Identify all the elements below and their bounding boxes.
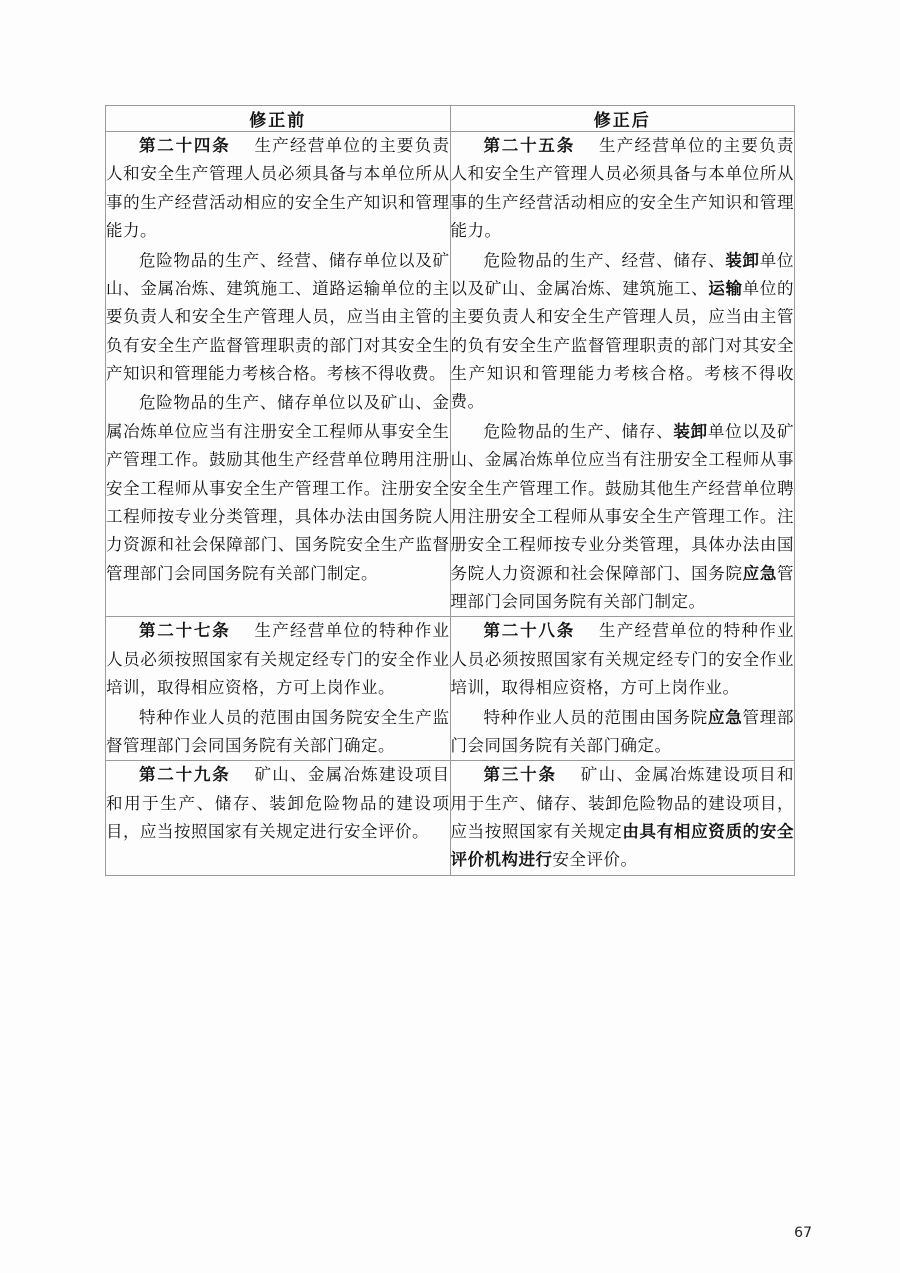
- inserted-text: 应急: [742, 563, 778, 583]
- article-number: 第二十九条: [139, 765, 231, 785]
- inserted-text: 装卸: [673, 421, 708, 441]
- paragraph: [106, 704, 450, 761]
- inserted-text: 装卸: [725, 250, 760, 270]
- body-text: 矿山、金属冶炼建设项目和用于生产、储存、装卸危险物品的建设项目，应当按照国家有关规定进行安全评价。: [106, 765, 450, 841]
- paragraph: [451, 247, 795, 417]
- paragraph: [106, 389, 450, 588]
- article-number: 第二十七条: [139, 621, 231, 641]
- article-cell-after: [450, 132, 795, 617]
- paragraph: [451, 132, 795, 246]
- article-number: 第三十条: [483, 765, 557, 785]
- table-row: [106, 761, 795, 876]
- page-number: 67: [794, 1225, 812, 1241]
- body-text: 危险物品的生产、经营、储存、: [483, 250, 726, 270]
- article-number: 第二十八条: [483, 621, 576, 641]
- body-text: 生产经营单位的特种作业人员必须按照国家有关规定经专门的安全作业培训，取得相应资格，方可上岗作业。: [450, 621, 795, 698]
- column-header-after: 修正后: [450, 106, 795, 132]
- table-row: [106, 617, 795, 761]
- table-header: [106, 106, 795, 132]
- paragraph: [451, 418, 795, 617]
- body-text: 单位以及矿山、金属冶炼单位应当有注册安全工程师从事安全生产管理工作。鼓励其他生产经营单位聘用注册安全工程师从事安全生产管理工作。注册安全工程师按专业分类管理，具体办法由国务院人力资源和社会保障部门、国务院: [450, 421, 795, 583]
- body-text: 生产经营单位的特种作业人员必须按照国家有关规定经专门的安全作业培训，取得相应资格，方可上岗作业。: [106, 621, 450, 698]
- table-row: [106, 132, 795, 617]
- inserted-text: 由具有相应资质的安全评价机构进行: [450, 822, 795, 870]
- body-text: 危险物品的生产、储存、: [483, 421, 674, 441]
- body-text: 危险物品的生产、储存单位以及矿山、金属冶炼单位应当有注册安全工程师从事安全生产管理工作。鼓励其他生产经营单位聘用注册安全工程师从事安全生产管理工作。注册安全工程师按专业分类管理，具体办法由国务院人力资源和社会保障部门、国务院安全生产监督管理部门会同国务院有关部门制定。: [106, 393, 450, 583]
- body-text: 单位的主要负责人和安全生产管理人员，应当由主管的负有安全生产监督管理职责的部门对其安全生产知识和管理能力考核合格。考核不得收费。: [450, 278, 795, 412]
- article-number: 第二十四条: [139, 136, 231, 155]
- paragraph: [106, 617, 450, 702]
- body-text: 单位以及矿山、金属冶炼、建筑施工、: [450, 250, 795, 298]
- article-cell-after: [450, 761, 795, 876]
- paragraph: [451, 617, 795, 702]
- comparison-table: [105, 105, 795, 876]
- table-header-row: [106, 106, 795, 132]
- paragraph: [451, 704, 795, 761]
- body-text: 生产经营单位的主要负责人和安全生产管理人员必须具备与本单位所从事的生产经营活动相应的安全生产知识和管理能力。: [106, 136, 450, 241]
- body-text: 矿山、金属冶炼建设项目和用于生产、储存、装卸危险物品的建设项目，应当按照国家有关规定: [450, 765, 795, 841]
- body-text: 特种作业人员的范围由国务院: [483, 707, 708, 727]
- paragraph: [106, 132, 450, 246]
- table-body: [106, 132, 795, 876]
- article-number: 第二十五条: [483, 136, 576, 155]
- article-cell-before: [106, 617, 451, 761]
- paragraph: [106, 761, 450, 846]
- paragraph: [451, 761, 795, 875]
- body-text: 安全评价。: [552, 850, 638, 870]
- column-header-before: 修正前: [106, 106, 451, 132]
- article-cell-after: [450, 617, 795, 761]
- paragraph: [106, 247, 450, 389]
- body-text: 危险物品的生产、经营、储存单位以及矿山、金属冶炼、建筑施工、道路运输单位的主要负责人和安全生产管理人员，应当由主管的负有安全生产监督管理职责的部门对其安全生产知识和管理能力考核合格。考核不得收费。: [106, 250, 450, 383]
- body-text: 特种作业人员的范围由国务院安全生产监督管理部门会同国务院有关部门确定。: [106, 707, 450, 755]
- body-text: 生产经营单位的主要负责人和安全生产管理人员必须具备与本单位所从事的生产经营活动相应的安全生产知识和管理能力。: [450, 136, 795, 241]
- article-cell-before: [106, 761, 451, 876]
- body-text: 管理部门会同国务院有关部门制定。: [450, 563, 795, 611]
- inserted-text: 运输: [708, 278, 743, 298]
- article-cell-before: [106, 132, 451, 617]
- body-text: 管理部门会同国务院有关部门确定。: [450, 707, 795, 755]
- inserted-text: 应急: [707, 707, 743, 727]
